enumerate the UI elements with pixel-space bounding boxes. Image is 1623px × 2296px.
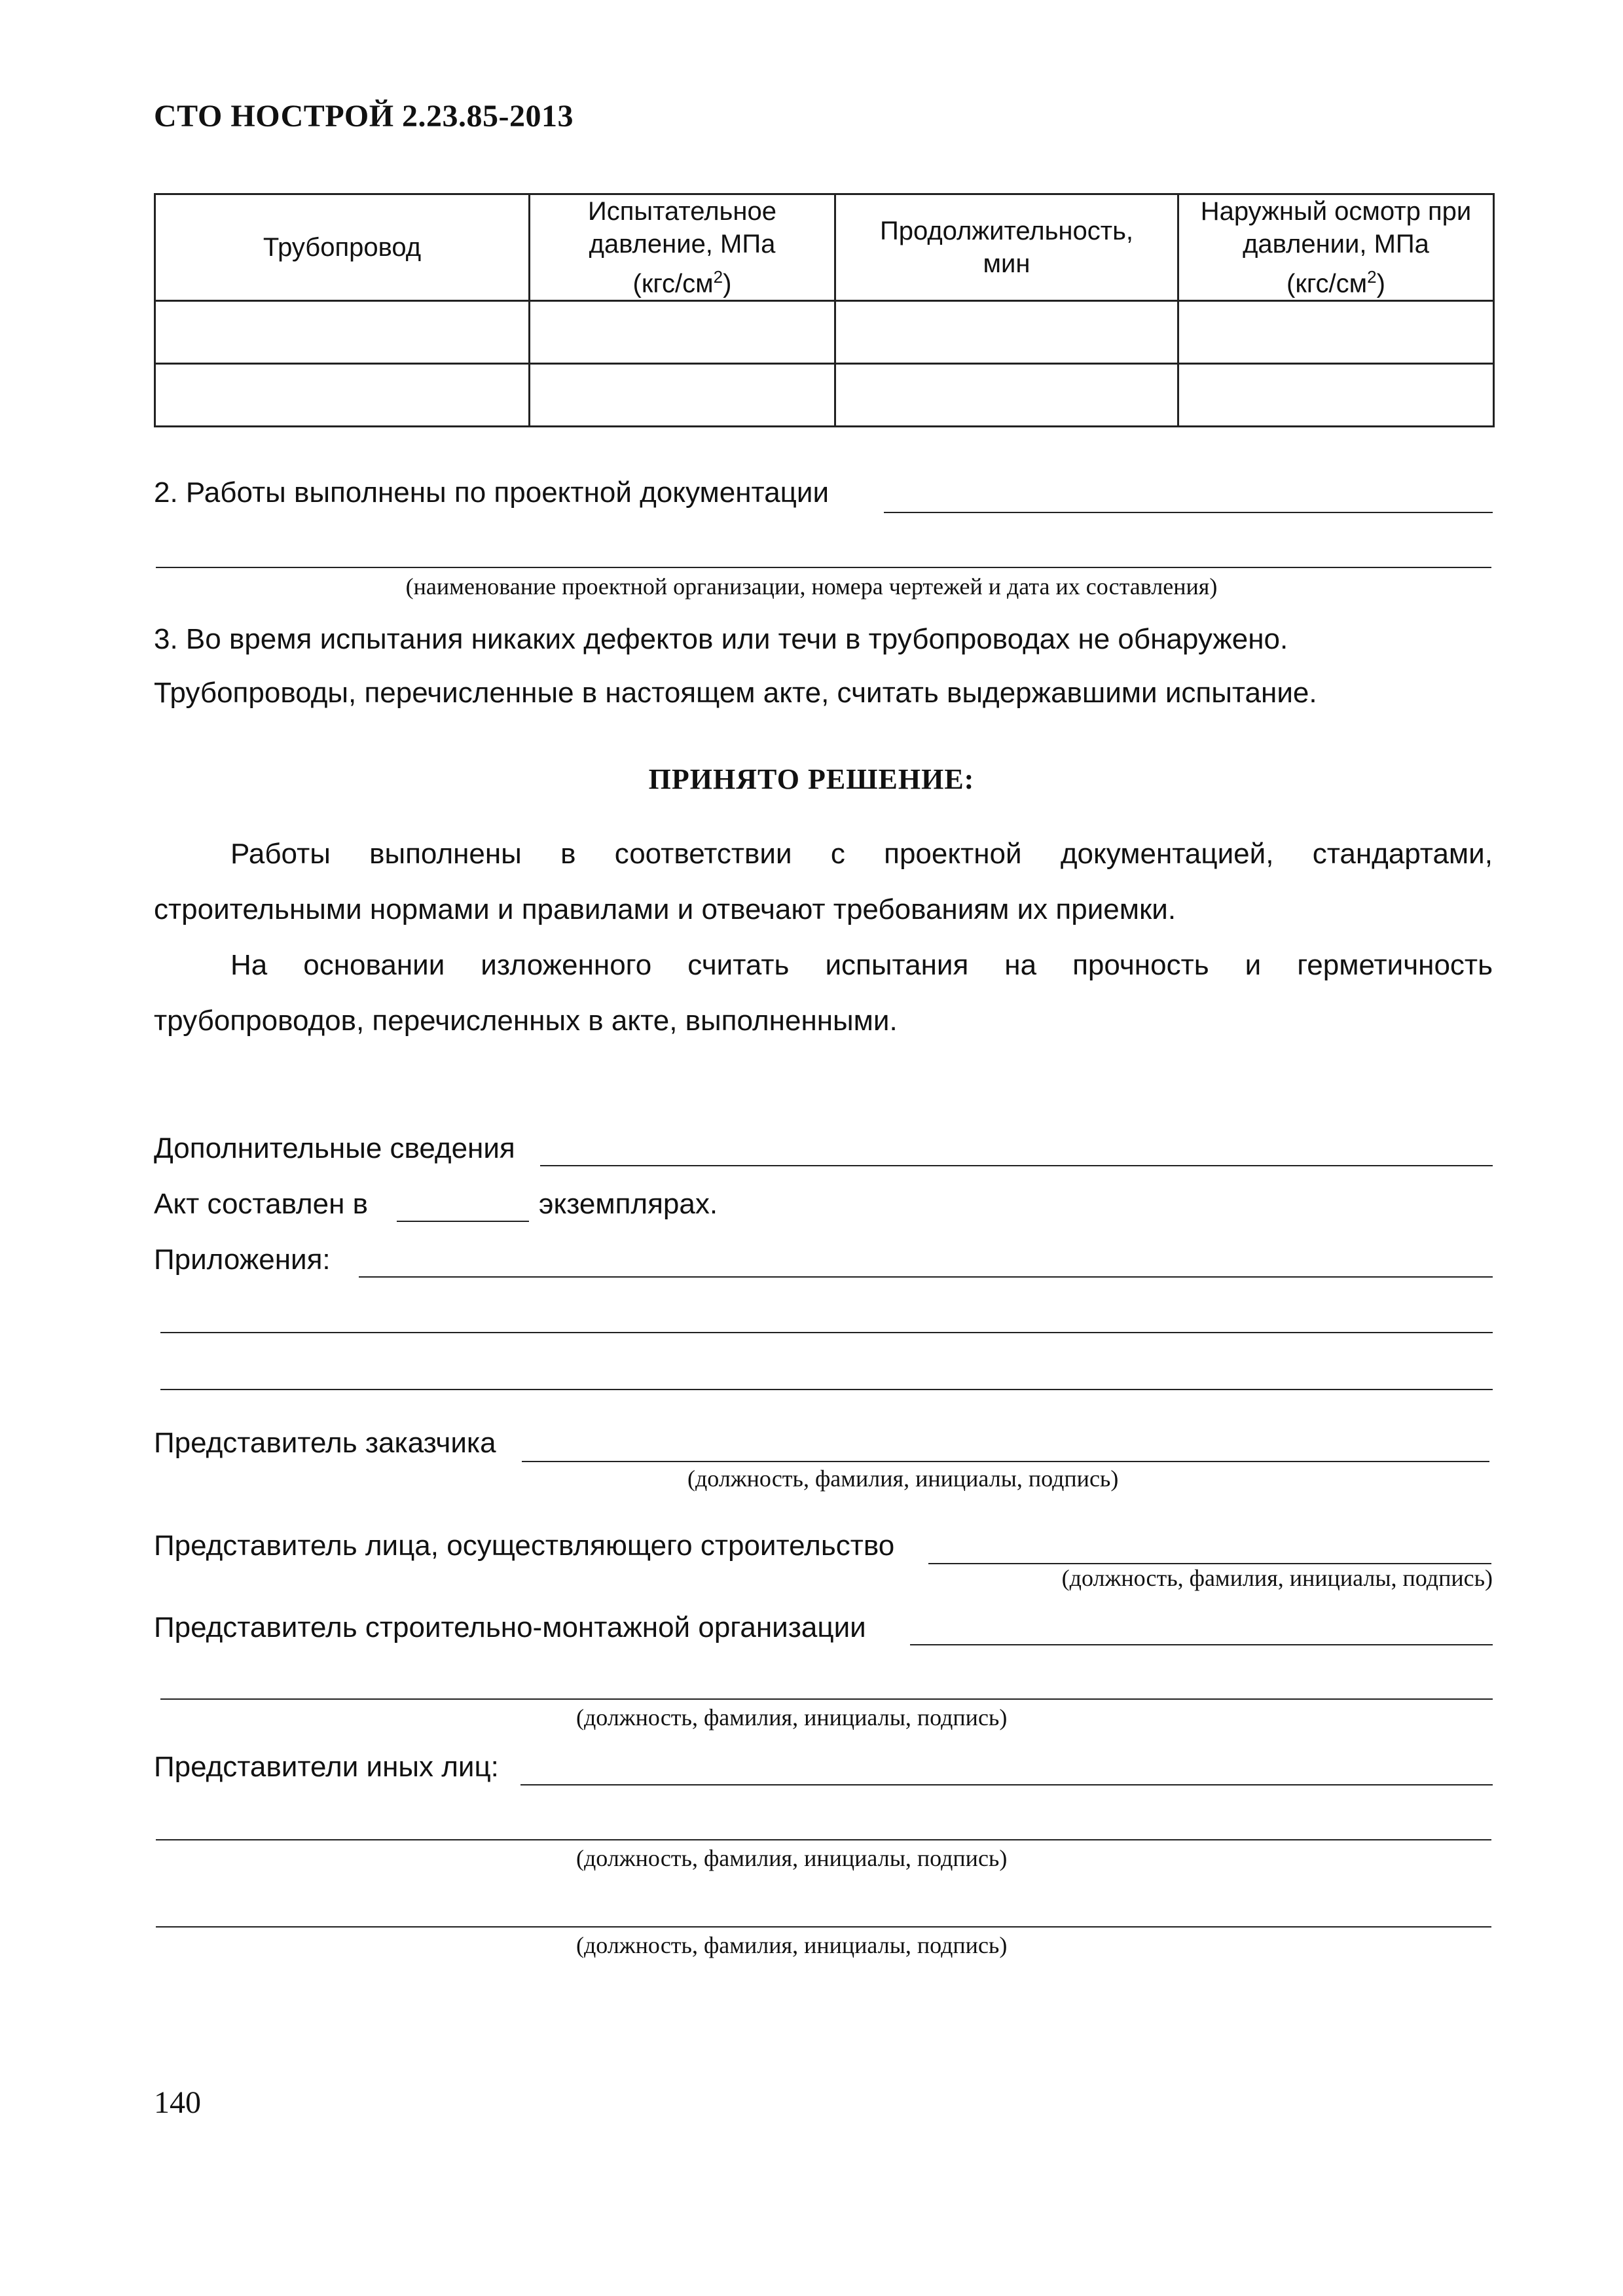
section-3-line-2: Трубопроводы, перечисленные в настоящем акте, считать выдержавшими испытание. xyxy=(154,677,1317,709)
other-representative-1-line[interactable] xyxy=(156,1839,1491,1840)
project-documentation-line[interactable] xyxy=(884,512,1493,513)
copies-count-line[interactable] xyxy=(397,1221,529,1222)
contractor-signature-line-2[interactable] xyxy=(160,1698,1493,1700)
attachments-line-1[interactable] xyxy=(359,1276,1493,1278)
attachments-line-2[interactable] xyxy=(160,1332,1493,1333)
decision-heading: ПРИНЯТО РЕШЕНИЕ: xyxy=(648,763,975,795)
table-row xyxy=(155,301,1494,364)
copies-prefix: Акт составлен в xyxy=(154,1188,368,1220)
decision-paragraph-2-line-2: трубопроводов, перечисленных в акте, выполненными. xyxy=(154,1005,898,1037)
table-cell[interactable] xyxy=(835,301,1178,364)
page-number: 140 xyxy=(154,2085,201,2120)
table-header-row xyxy=(155,194,1494,301)
table-cell[interactable] xyxy=(1178,364,1494,427)
section-2-text: 2. Работы выполнены по проектной документации xyxy=(154,476,830,509)
contractor-signature-caption: (должность, фамилия, инициалы, подпись) xyxy=(576,1704,1008,1731)
table-cell[interactable] xyxy=(530,364,835,427)
decision-paragraph-1-line-1: Работы выполнены в соответствии с проектной документацией, стандартами, xyxy=(230,838,1493,870)
decision-paragraph-2-line-1: На основании изложенного считать испытания на прочность и герметичность xyxy=(230,949,1493,981)
project-organization-line[interactable] xyxy=(156,567,1491,568)
other-representatives-line[interactable] xyxy=(520,1784,1493,1785)
copies-suffix: экземплярах. xyxy=(539,1188,718,1220)
other-representative-1-caption: (должность, фамилия, инициалы, подпись) xyxy=(576,1845,1008,1871)
attachments-line-3[interactable] xyxy=(160,1389,1493,1390)
column-header-test-pressure: Испытательное давление, МПа $(кгс/см^2)$ xyxy=(530,194,835,301)
additional-info-label: Дополнительные сведения xyxy=(154,1132,515,1164)
column-header-pipeline: Трубопровод xyxy=(155,194,530,301)
table-cell[interactable] xyxy=(155,364,530,427)
table-row xyxy=(155,364,1494,427)
section-3-line-1: 3. Во время испытания никаких дефектов или течи в трубопроводах не обнаружено. xyxy=(154,623,1288,655)
other-representative-2-line[interactable] xyxy=(156,1926,1491,1928)
customer-signature-line[interactable] xyxy=(522,1461,1489,1462)
decision-paragraph-1-line-2: строительными нормами и правилами и отвечают требованиям их приемки. xyxy=(154,893,1176,925)
column-header-visual-inspection: Наружный осмотр при давлении, МПа $(кгс/см^2)$ xyxy=(1178,194,1494,301)
test-results-table xyxy=(154,193,1495,427)
customer-representative-label: Представитель заказчика xyxy=(154,1427,496,1459)
builder-signature-caption: (должность, фамилия, инициалы, подпись) xyxy=(1061,1565,1493,1591)
other-representatives-label: Представители иных лиц: xyxy=(154,1751,499,1783)
table-cell[interactable] xyxy=(1178,301,1494,364)
project-organization-caption: (наименование проектной организации, номера чертежей и дата их составления) xyxy=(405,573,1218,600)
column-header-duration: Продолжительность, мин xyxy=(835,194,1178,301)
other-representative-2-caption: (должность, фамилия, инициалы, подпись) xyxy=(576,1932,1008,1958)
table-cell[interactable] xyxy=(835,364,1178,427)
table-cell[interactable] xyxy=(155,301,530,364)
additional-info-line[interactable] xyxy=(540,1165,1493,1166)
document-title: СТО НОСТРОЙ 2.23.85-2013 xyxy=(154,99,574,134)
contractor-representative-label: Представитель строительно-монтажной организации xyxy=(154,1611,866,1643)
builder-representative-label: Представитель лица, осуществляющего строительство xyxy=(154,1530,895,1562)
contractor-signature-line[interactable] xyxy=(910,1644,1493,1645)
table-cell[interactable] xyxy=(530,301,835,364)
attachments-label: Приложения: xyxy=(154,1244,331,1276)
customer-signature-caption: (должность, фамилия, инициалы, подпись) xyxy=(687,1465,1119,1492)
